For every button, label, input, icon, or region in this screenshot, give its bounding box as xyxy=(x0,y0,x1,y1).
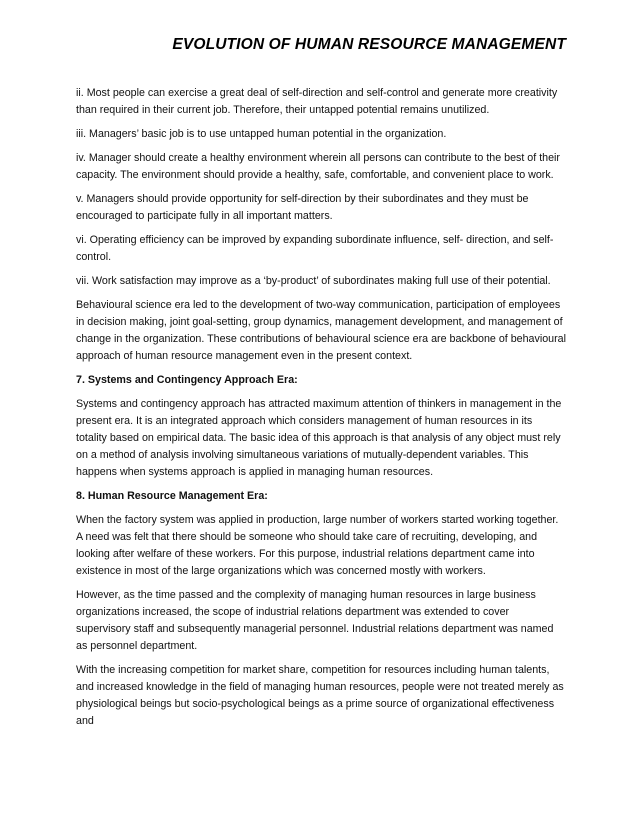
section-heading-hrm-era: 8. Human Resource Management Era: xyxy=(76,490,268,502)
list-item-iii: iii. Managers’ basic job is to use untapped human potential in the organization. xyxy=(76,128,447,140)
list-item-vi: vi. Operating efficiency can be improved by expanding subordinate influence, self- direction, and self-control. xyxy=(76,234,554,263)
list-item-v: v. Managers should provide opportunity for self-direction by their subordinates and they must be encouraged to participate fully in all important matters. xyxy=(76,193,529,222)
list-item-vii: vii. Work satisfaction may improve as a ‘by-product’ of subordinates making full use of their potential. xyxy=(76,275,551,287)
document-body xyxy=(76,85,566,737)
competition-paragraph: With the increasing competition for market share, competition for resources including human talents, and increased knowledge in the field of managing human resources, people were not treated merely as physiological beings but socio-psychological beings as a prime source of organizational effectiveness and xyxy=(76,664,564,727)
list-item-ii: ii. Most people can exercise a great deal of self-direction and self-control and generate more creativity than required in their current job. Therefore, their untapped potential remains unutilized. xyxy=(76,87,558,116)
systems-approach-paragraph: Systems and contingency approach has attracted maximum attention of thinkers in management in the present era. It is an integrated approach which considers management of human resources in its totality based on empirical data. The basic idea of this approach is that analysis of any object must rely on a method of analysis involving simultaneous variations of mutually-dependent variables. This happens when systems approach is applied in managing human resources. xyxy=(76,398,562,478)
section-heading-systems-era: 7. Systems and Contingency Approach Era: xyxy=(76,374,298,386)
factory-system-paragraph: When the factory system was applied in production, large number of workers started working together. A need was felt that there should be someone who should take care of recruiting, developing, and looking after welfare of these workers. For this purpose, industrial relations department came into existence in most of the large organizations which was concerned mostly with workers. xyxy=(76,514,559,577)
behavioural-science-paragraph: Behavioural science era led to the development of two-way communication, participation of employees in decision making, joint goal-setting, group dynamics, management development, and management of change in the organization. These contributions of behavioural science era are backbone of behavioural approach of human resource management even in the present context. xyxy=(76,299,566,362)
page-header-title: EVOLUTION OF HUMAN RESOURCE MANAGEMENT xyxy=(172,36,566,53)
list-item-iv: iv. Manager should create a healthy environment wherein all persons can contribute to the best of their capacity. The environment should provide a healthy, safe, comfortable, and convenient place to work. xyxy=(76,152,560,181)
personnel-department-paragraph: However, as the time passed and the complexity of managing human resources in large business organizations increased, the scope of industrial relations department was extended to cover supervisory staff and subsequently managerial personnel. Industrial relations department was named as personnel department. xyxy=(76,589,554,652)
